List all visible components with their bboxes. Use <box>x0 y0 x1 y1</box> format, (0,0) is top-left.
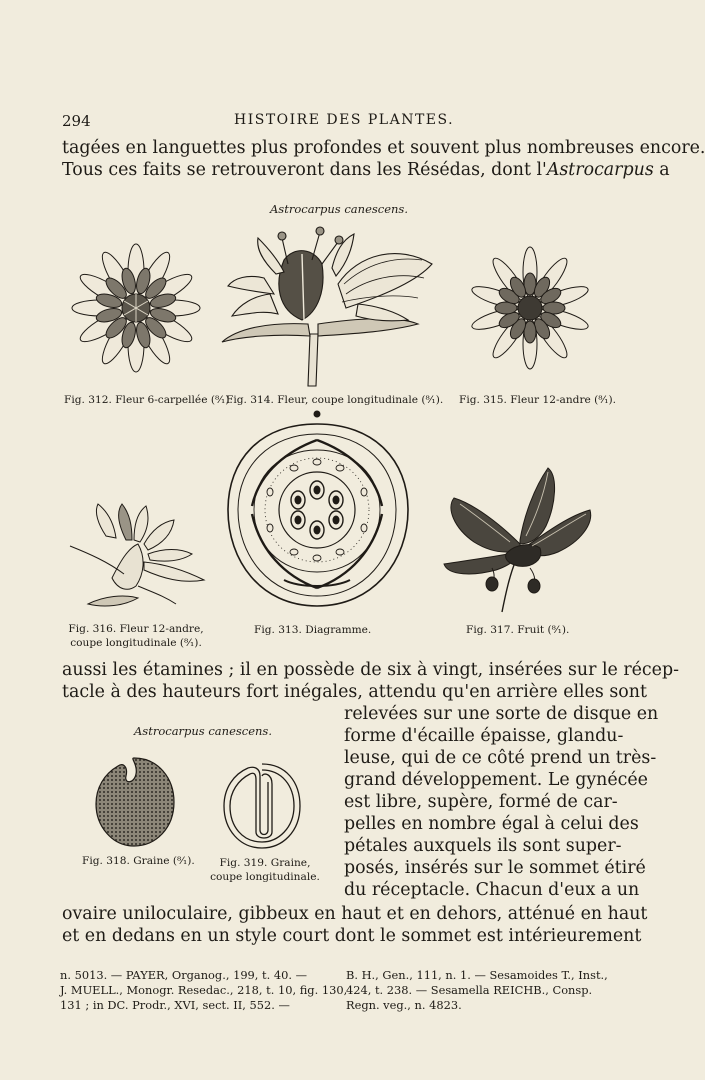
figure-315-flower-illustration <box>464 240 596 378</box>
body-line-1: tagées en languettes plus profondes et souvent plus nombreuses encore. <box>62 138 705 158</box>
footnote-right-line-1: B. H., Gen., 111, n. 1. — Sesamoides T., Inst., <box>346 968 608 982</box>
genus-name: Astrocarpus <box>546 160 654 180</box>
figure-313-diagram-illustration <box>224 410 412 616</box>
figure-319-seed-section-illustration <box>220 760 304 852</box>
body-right-line-8: posés, insérés sur le sommet étiré <box>344 858 646 878</box>
caption-fig-316 <box>66 622 206 650</box>
caption-fig-319-line-2: coupe longitudinale. <box>210 871 320 883</box>
footnote-right-line-3: Regn. veg., n. 4823. <box>346 998 462 1012</box>
plate-title-bottom: Astrocarpus canescens. <box>134 724 272 738</box>
plate-title-top: Astrocarpus canescens. <box>270 202 408 216</box>
page-number: 294 <box>62 112 91 130</box>
body-bottom-line-1: ovaire uniloculaire, gibbeux en haut et en dehors, atténué en haut <box>62 904 648 924</box>
body-line-2 <box>62 159 670 181</box>
body-mid-line-2: tacle à des hauteurs fort inégales, attendu qu'en arrière elles sont <box>62 682 647 702</box>
figure-314-section-illustration <box>218 224 440 386</box>
body-bottom-line-2: et en dedans en un style court dont le sommet est intérieurement <box>62 926 642 946</box>
figure-317-fruit-illustration <box>440 464 596 614</box>
body-line-2-end: a <box>653 160 670 180</box>
caption-fig-313: Fig. 313. Diagramme. <box>254 624 372 636</box>
footnotes <box>60 968 608 1020</box>
figure-318-seed-illustration <box>94 754 176 848</box>
caption-fig-317: Fig. 317. Fruit (⁸⁄₁). <box>466 624 570 636</box>
page-header <box>62 112 600 132</box>
body-line-2-text: Tous ces faits se retrouveront dans les Résédas, dont l' <box>62 160 547 180</box>
body-mid-line-1: aussi les étamines ; il en possède de six à vingt, insérées sur le récep- <box>62 660 679 680</box>
body-right-line-6: pelles en nombre égal à celui des <box>344 814 639 834</box>
caption-fig-316-line-1: Fig. 316. Fleur 12-andre, <box>68 623 204 635</box>
body-right-line-3: leuse, qui de ce côté prend un très- <box>344 748 657 768</box>
body-right-line-2: forme d'écaille épaisse, glandu- <box>344 726 624 746</box>
caption-fig-318: Fig. 318. Graine (⁸⁄₁). <box>82 855 195 867</box>
caption-fig-316-line-2: coupe longitudinale (⁸⁄₁). <box>70 637 202 649</box>
caption-fig-319 <box>206 856 324 884</box>
footnote-left-line-1: n. 5013. — PAYER, Organog., 199, t. 40. — <box>60 968 307 982</box>
footnote-left-line-3: 131 ; in DC. Prodr., XVI, sect. II, 552. — <box>60 998 290 1012</box>
caption-fig-319-line-1: Fig. 319. Graine, <box>219 857 311 869</box>
body-right-line-9: du réceptacle. Chacun d'eux a un <box>344 880 640 900</box>
caption-fig-314: Fig. 314. Fleur, coupe longitudinale (⁸⁄₁). <box>226 394 444 406</box>
caption-fig-315: Fig. 315. Fleur 12-andre (⁸⁄₁). <box>459 394 617 406</box>
figure-316-section-illustration <box>68 500 210 610</box>
caption-fig-312: Fig. 312. Fleur 6-carpellée (⁸⁄₁). <box>64 394 233 406</box>
body-right-line-4: grand développement. Le gynécée <box>344 770 648 790</box>
running-title: HISTOIRE DES PLANTES. <box>234 112 455 128</box>
body-right-line-5: est libre, supère, formé de car- <box>344 792 618 812</box>
body-right-line-7: pétales auxquels ils sont super- <box>344 836 622 856</box>
figure-312-flower-illustration <box>66 236 206 382</box>
body-right-line-1: relevées sur une sorte de disque en <box>344 704 659 724</box>
footnote-right-line-2: 424, t. 238. — Sesamella REICHB., Consp. <box>346 983 593 997</box>
footnote-left-line-2: J. MUELL., Monogr. Resedac., 218, t. 10, fig. 130, <box>60 983 348 997</box>
